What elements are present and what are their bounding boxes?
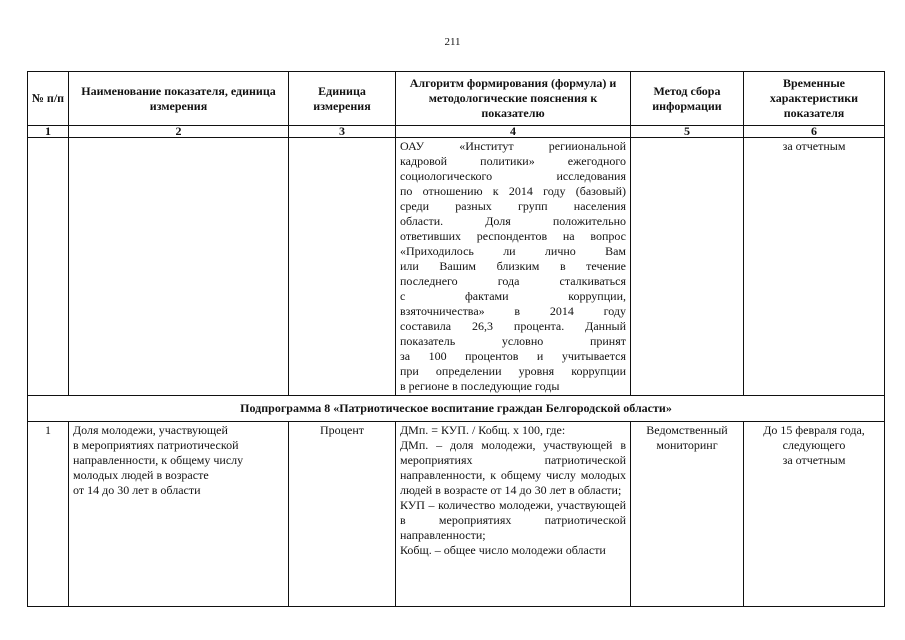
column-number: 1 [28, 126, 69, 138]
section-title: Подпрограмма 8 «Патриотическое воспитание граждан Белгородской области» [28, 396, 885, 422]
header-method: Метод сбора информации [631, 72, 744, 126]
algorithm-line: по отношению к 2014 году (базовый) [400, 184, 626, 198]
cell-number [28, 138, 69, 396]
header-algorithm: Алгоритм формирования (формула) и методологические пояснения к показателю [396, 72, 631, 126]
name-line: молодых людей в возрасте [73, 468, 209, 482]
cell-time [744, 422, 885, 607]
algorithm-line: при определении уровня коррупции [400, 364, 626, 378]
algorithm-line: в регионе в последующие годы [400, 379, 560, 393]
column-number: 2 [69, 126, 289, 138]
cell-number: 1 [28, 422, 69, 607]
cell-name [69, 138, 289, 396]
formula-definition: ДМп. – доля молодежи, участвующей в мероприятиях патриотической направленности, к общему числу молодых людей в возрасте от 14 до 30 лет в области; [400, 438, 626, 497]
formula: ДМп. = КУП. / Кобщ. х 100, где: [400, 423, 566, 437]
cell-name [69, 422, 289, 607]
formula-definition: Кобщ. – общее число молодежи области [400, 543, 606, 557]
column-number: 4 [396, 126, 631, 138]
column-number: 3 [289, 126, 396, 138]
column-number: 5 [631, 126, 744, 138]
algorithm-line: «Приходилось ли лично Вам [400, 244, 626, 258]
cell-algorithm [396, 422, 631, 607]
algorithm-line: составила 26,3 процента. Данный [400, 319, 626, 333]
algorithm-line: социологического исследования [400, 169, 626, 183]
name-line: Доля молодежи, участвующей [73, 423, 228, 437]
table-header-row [28, 72, 885, 126]
cell-unit: Процент [289, 422, 396, 607]
algorithm-line: ответивших респондентов на вопрос [400, 229, 626, 243]
cell-method [631, 138, 744, 396]
name-line: от 14 до 30 лет в области [73, 483, 201, 497]
time-line: До 15 февраля года, [763, 423, 865, 437]
algorithm-line: среди разных групп населения [400, 199, 626, 213]
algorithm-line: показатель условно принят [400, 334, 626, 348]
time-line: следующего [782, 438, 846, 452]
algorithm-line: ОАУ «Институт регииональной [400, 139, 626, 153]
section-row [28, 396, 885, 422]
algorithm-line: кадровой политики» ежегодного [400, 154, 626, 168]
algorithm-line: взяточничества» в 2014 году [400, 304, 626, 318]
method-line: Ведомственный [646, 423, 728, 437]
column-number: 6 [744, 126, 885, 138]
algorithm-line: последнего года сталкиваться [400, 274, 626, 288]
header-name: Наименование показателя, единица измерения [69, 72, 289, 126]
name-line: направленности, к общему числу [73, 453, 244, 467]
table-row [28, 422, 885, 607]
method-line: мониторинг [656, 438, 718, 452]
cell-time: за отчетным [744, 138, 885, 396]
header-time: Временные характеристики показателя [744, 72, 885, 126]
header-unit: Единица измерения [289, 72, 396, 126]
algorithm-line: за 100 процентов и учитывается [400, 349, 626, 363]
indicators-table [27, 71, 885, 607]
name-line: в мероприятиях патриотической [73, 438, 239, 452]
algorithm-line: области. Доля положительно [400, 214, 626, 228]
cell-algorithm [396, 138, 631, 396]
time-line: за отчетным [782, 453, 846, 467]
formula-definition: КУП – количество молодежи, участвующей в мероприятиях патриотической направленности; [400, 498, 626, 542]
algorithm-line: или Вашим близким в течение [400, 259, 626, 273]
header-number: № п/п [28, 72, 69, 126]
algorithm-line: с фактами коррупции, [400, 289, 626, 303]
column-numbers-row [28, 126, 885, 138]
cell-method [631, 422, 744, 607]
cell-unit [289, 138, 396, 396]
page-number: 211 [444, 36, 461, 48]
table-row-continued [28, 138, 885, 396]
